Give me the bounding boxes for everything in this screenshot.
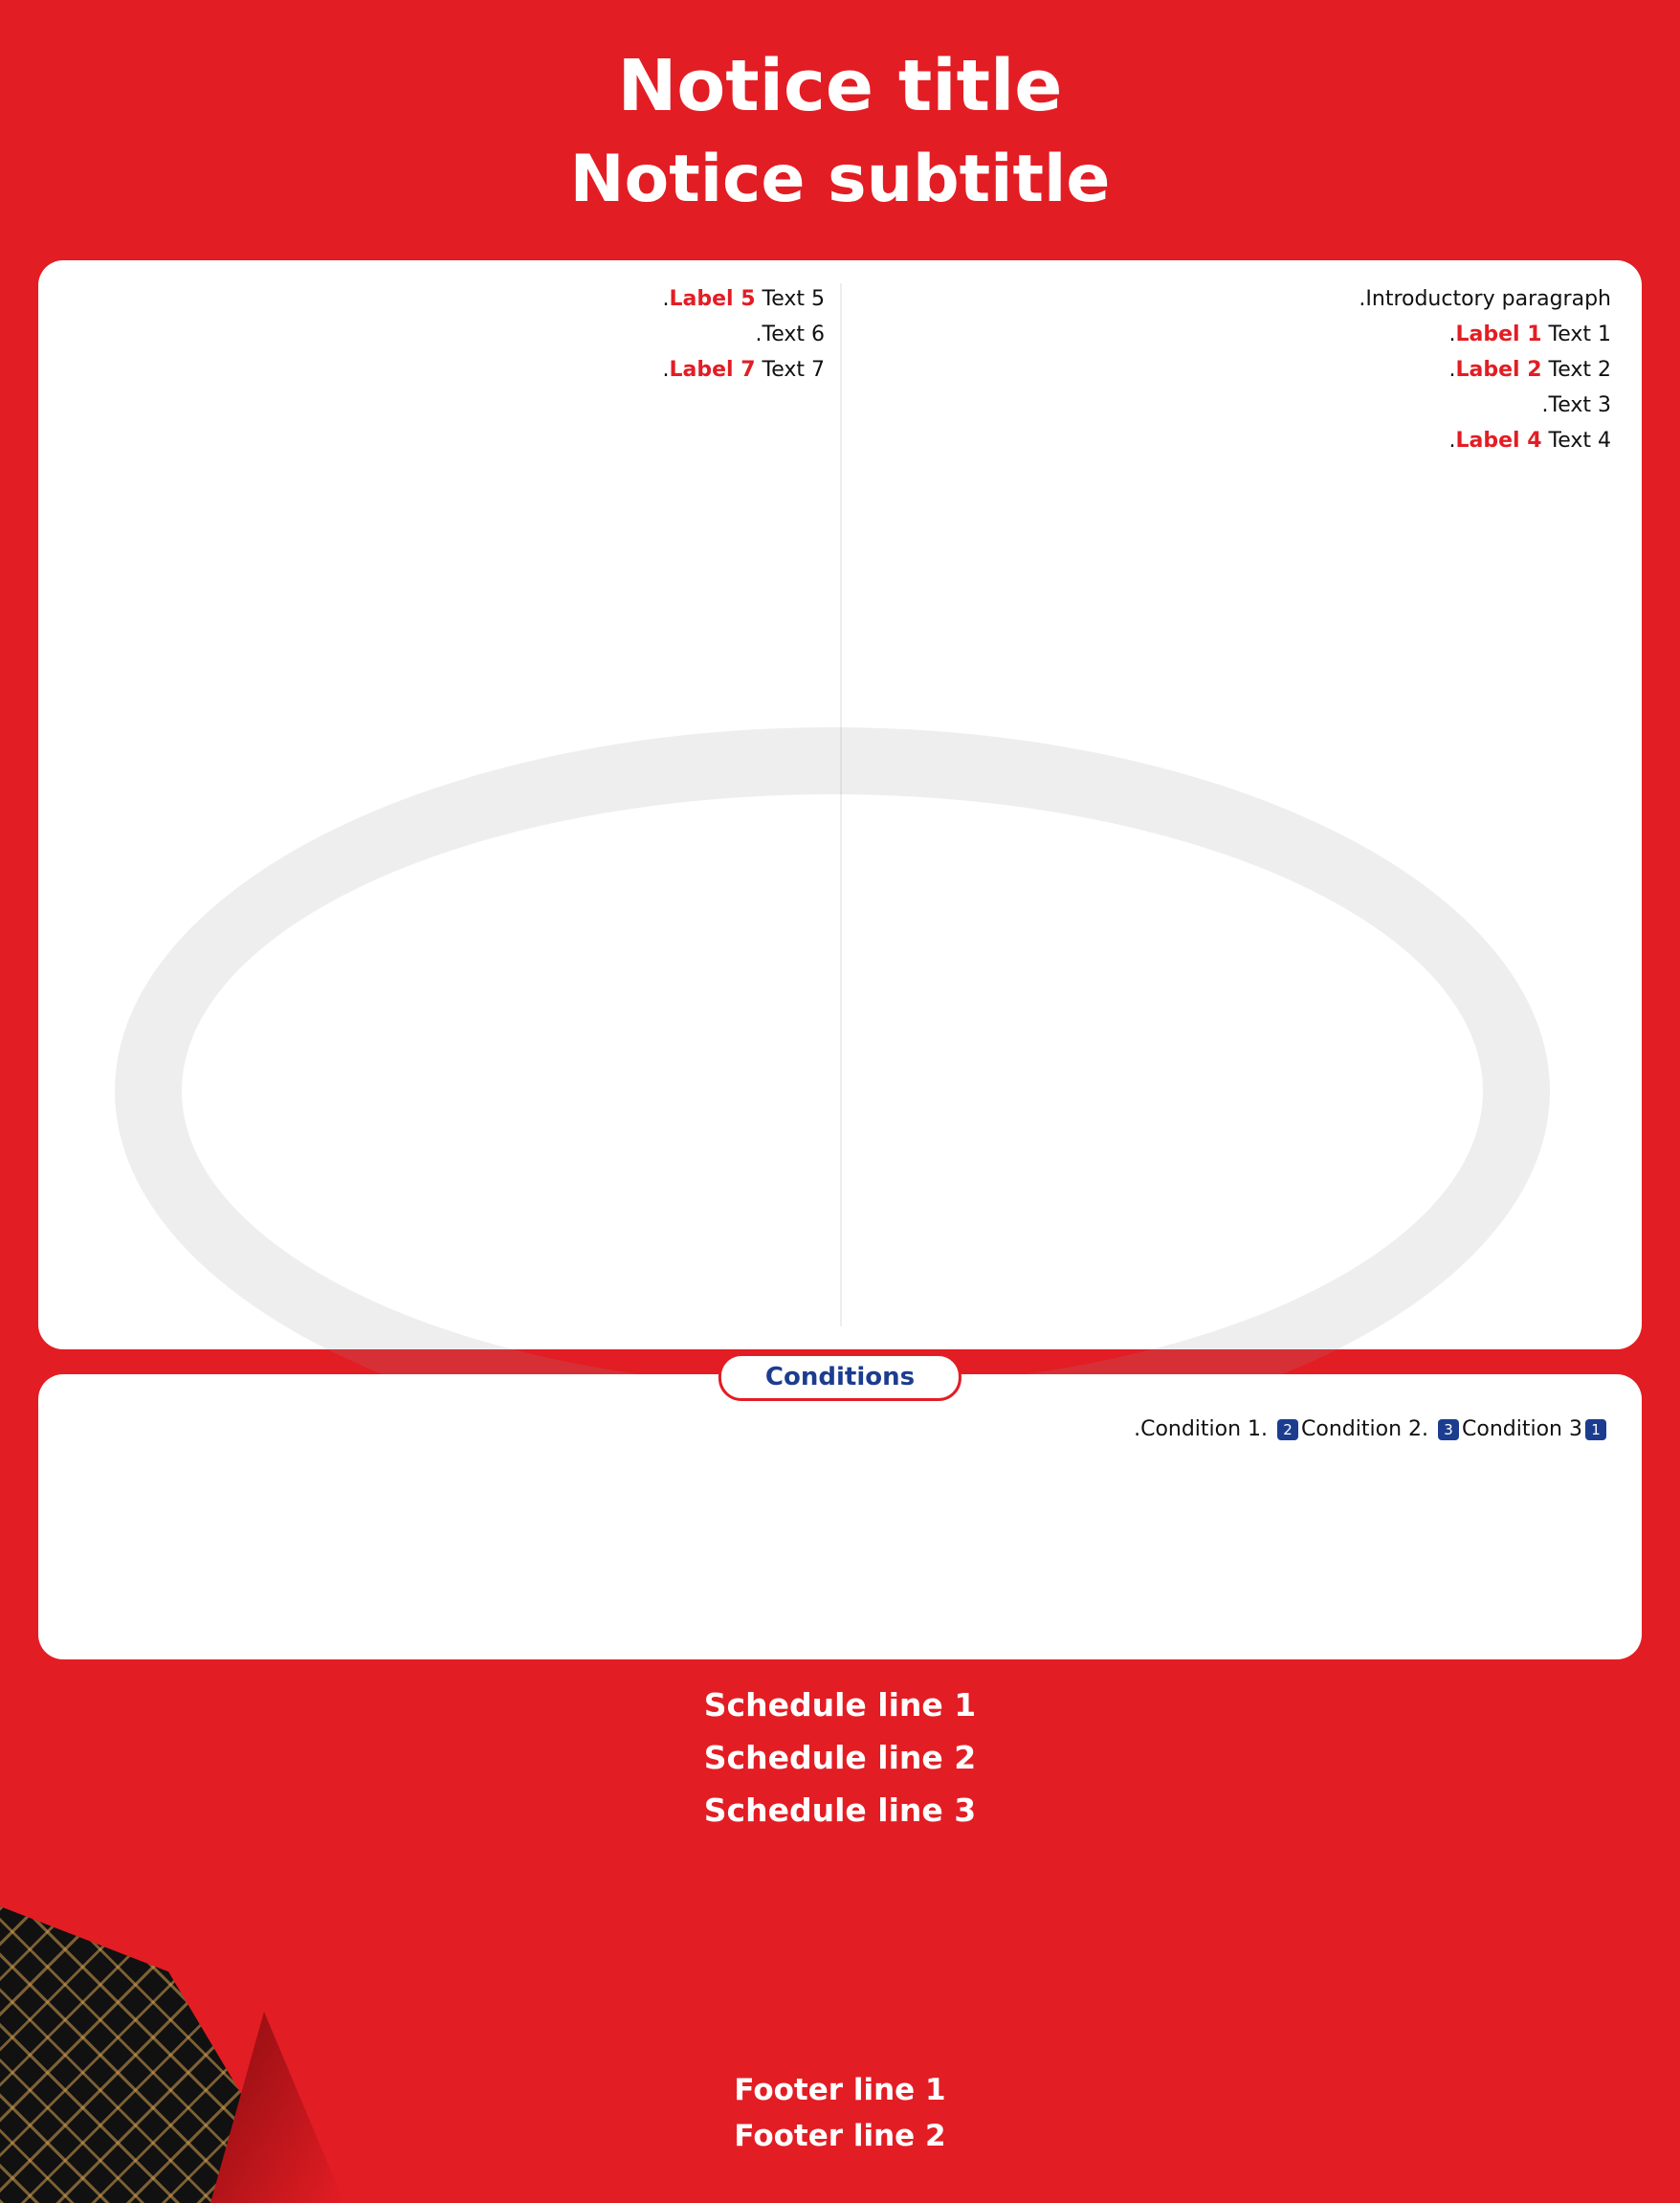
details-panel [38,260,1642,1349]
entry-label: Label 7 [669,358,756,382]
conditions-title: Conditions [718,1353,962,1401]
condition-text: Condition 3. [1134,1417,1582,1441]
list-item [69,283,825,315]
list-item [855,389,1611,421]
notice-header [0,38,1680,226]
column-divider [840,283,842,1326]
list-item [69,319,825,350]
entry-label: Label 4 [1455,429,1542,453]
intro-text: Introductory paragraph. [1359,287,1611,311]
entry-text: Text 2. [1448,358,1611,382]
condition-text: Condition 1. [1140,1417,1269,1441]
condition-number: 3 [1438,1419,1459,1440]
condition-number: 2 [1277,1419,1298,1440]
entry-text: Text 3. [1541,393,1611,417]
right-column [855,283,1611,460]
conditions-box [38,1363,1642,1659]
list-item [855,319,1611,350]
schedule-block [0,1679,1680,1836]
list-item [855,425,1611,456]
condition-text: Condition 2. [1301,1417,1429,1441]
entry-text: Text 7. [662,358,825,382]
notice-title-line2: Notice subtitle [569,142,1111,217]
entry-text: Text 1. [1448,323,1611,346]
entry-text: Text 5. [662,287,825,311]
entry-text: Text 6. [755,323,825,346]
footer-line: Footer line 2 [734,2119,946,2153]
notice-title-line1: Notice title [617,45,1063,127]
list-item [69,354,825,386]
list-item [855,354,1611,386]
entry-label: Label 1 [1455,323,1542,346]
left-column [69,283,825,389]
condition-number: 1 [1585,1419,1606,1440]
footer-line: Footer line 1 [734,2073,946,2107]
schedule-line: Schedule line 2 [703,1739,977,1776]
entry-label: Label 2 [1455,358,1542,382]
entry-text: Text 4. [1448,429,1611,453]
entry-label: Label 5 [669,287,756,311]
schedule-line: Schedule line 1 [703,1686,977,1724]
schedule-line: Schedule line 3 [703,1791,977,1829]
